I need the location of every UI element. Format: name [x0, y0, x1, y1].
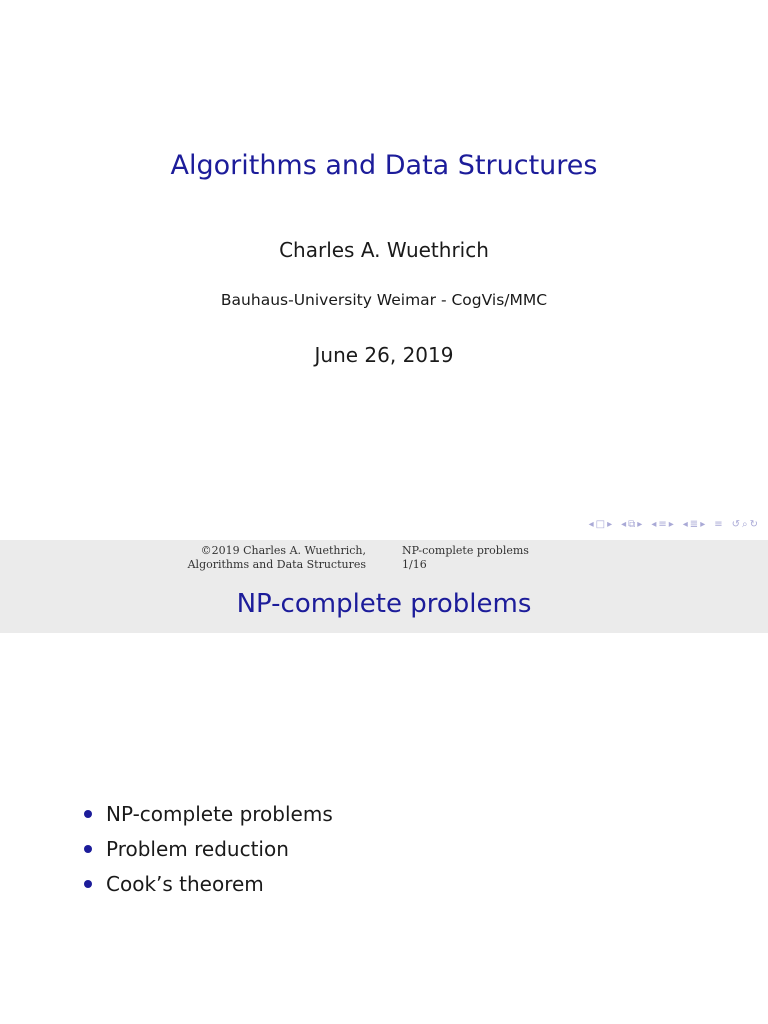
- nav-section-right-icon[interactable]: ▸: [668, 519, 674, 530]
- nav-section-left-icon[interactable]: ◂: [651, 519, 657, 530]
- nav-subsection-prev-icon[interactable]: ◂: [682, 519, 688, 530]
- nav-section-mid-icon[interactable]: ≡: [658, 519, 667, 530]
- bullet-text: NP-complete problems: [106, 802, 333, 826]
- footline: [0, 540, 768, 575]
- list-item: [84, 832, 333, 867]
- nav-frame-icon[interactable]: □: [595, 519, 606, 530]
- footer-course: Algorithms and Data Structures: [187, 558, 366, 571]
- author-name: Charles A. Wuethrich: [279, 238, 489, 262]
- nav-frame-right-icon[interactable]: ▸: [607, 519, 613, 530]
- list-item: [84, 797, 333, 832]
- footline-left: [188, 544, 366, 572]
- nav-subsection-icon[interactable]: ⧉: [628, 519, 636, 530]
- frame-title: NP-complete problems: [236, 589, 532, 619]
- bullet-list: [84, 797, 333, 902]
- content-slide: [0, 575, 768, 1024]
- presentation-title: Algorithms and Data Structures: [170, 150, 598, 181]
- frame-title-bar: [0, 575, 768, 633]
- bullet-text: Problem reduction: [106, 837, 289, 861]
- footer-copyright: ©2019 Charles A. Wuethrich,: [200, 544, 366, 557]
- bullet-icon: [84, 880, 92, 888]
- beamer-navigation-bar: [583, 519, 758, 530]
- bullet-text: Cook’s theorem: [106, 872, 264, 896]
- nav-frame-left-icon[interactable]: ◂: [588, 519, 594, 530]
- footline-right: [402, 544, 529, 572]
- list-item: [84, 867, 333, 902]
- footer-page-number: 1/16: [402, 558, 427, 571]
- presentation-date: June 26, 2019: [314, 343, 454, 367]
- nav-search-icon[interactable]: ⌕: [742, 519, 748, 530]
- nav-back-icon[interactable]: ↺: [731, 519, 740, 530]
- bullet-icon: [84, 845, 92, 853]
- bullet-icon: [84, 810, 92, 818]
- institute-name: Bauhaus-University Weimar - CogVis/MMC: [220, 291, 548, 309]
- nav-forward-icon[interactable]: ↻: [749, 519, 758, 530]
- nav-subsection-mid-icon[interactable]: ≣: [689, 519, 699, 530]
- nav-subsection-next-icon[interactable]: ▸: [700, 519, 706, 530]
- nav-subsection-right-icon[interactable]: ▸: [637, 519, 643, 530]
- nav-toc-icon[interactable]: ≡: [714, 519, 723, 530]
- nav-subsection-left-icon[interactable]: ◂: [621, 519, 627, 530]
- footer-section: NP-complete problems: [402, 544, 529, 557]
